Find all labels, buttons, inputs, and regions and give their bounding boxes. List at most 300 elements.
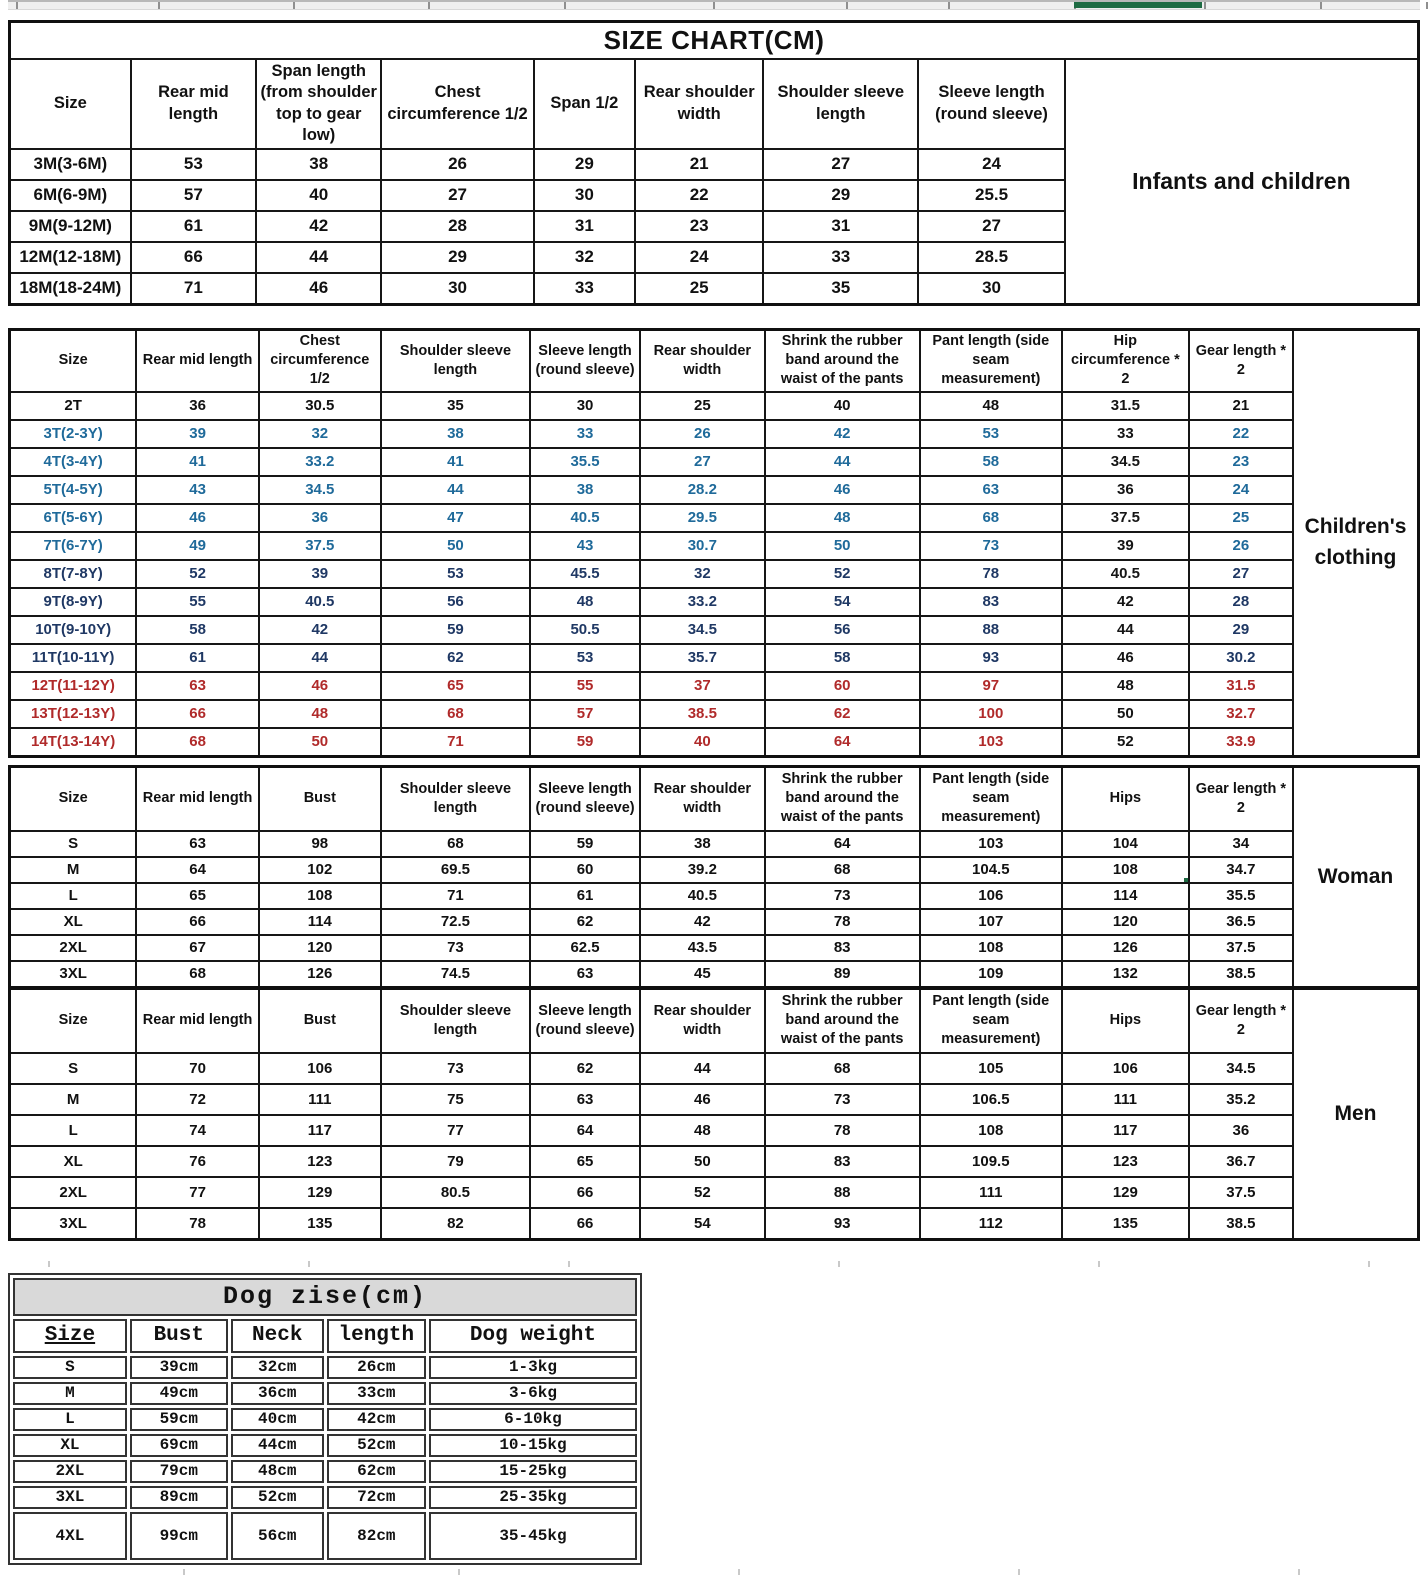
- header-row: [10, 766, 1419, 831]
- cell: 25-35kg: [429, 1486, 637, 1509]
- cell: 10-15kg: [429, 1434, 637, 1457]
- column-header: Shrink the rubber band around the waist of the pants: [765, 766, 920, 831]
- table-row: [13, 1512, 637, 1560]
- cell: 14T(13-14Y): [10, 728, 137, 757]
- cell: 21: [635, 149, 763, 180]
- cell: 11T(10-11Y): [10, 644, 137, 672]
- column-header: Chest circumference 1/2: [381, 59, 533, 149]
- cell: S: [13, 1356, 127, 1379]
- cell: 36.5: [1189, 909, 1293, 935]
- cell: 40.5: [1062, 560, 1189, 588]
- cell: 72.5: [381, 909, 530, 935]
- cell: 135: [259, 1208, 381, 1240]
- cell: 73: [381, 1053, 530, 1084]
- cell: 71: [131, 273, 256, 305]
- cell: 33: [534, 273, 635, 305]
- cell: 40.5: [259, 588, 381, 616]
- cell: 34.5: [1062, 448, 1189, 476]
- cell: 107: [920, 909, 1062, 935]
- column-header: Shoulder sleeve length: [381, 329, 530, 392]
- cell: 3XL: [10, 961, 137, 988]
- cell: 46: [256, 273, 381, 305]
- cell: 45: [640, 961, 765, 988]
- cell: 106: [920, 883, 1062, 909]
- cell: 30.2: [1189, 644, 1293, 672]
- cell: 120: [259, 935, 381, 961]
- cell: 34.5: [640, 616, 765, 644]
- cell: 40: [765, 392, 920, 420]
- cell: 77: [381, 1115, 530, 1146]
- section-label: Men: [1293, 988, 1418, 1239]
- cell: 48cm: [231, 1460, 324, 1483]
- cell: 31.5: [1062, 392, 1189, 420]
- column-header: Size: [13, 1319, 127, 1353]
- table-row: [10, 504, 1419, 532]
- cell: 88: [765, 1177, 920, 1208]
- men-size-table: [8, 987, 1420, 1241]
- table-row: [10, 644, 1419, 672]
- cell: 46: [259, 672, 381, 700]
- cell: 120: [1062, 909, 1189, 935]
- table-row: [10, 935, 1419, 961]
- cell: 29: [1189, 616, 1293, 644]
- cell: 50: [765, 532, 920, 560]
- column-header: Gear length * 2: [1189, 329, 1293, 392]
- cell: 126: [1062, 935, 1189, 961]
- column-header: Sleeve length (round sleeve): [530, 988, 640, 1053]
- cell: 7T(6-7Y): [10, 532, 137, 560]
- cell: 59: [381, 616, 530, 644]
- cell: 64: [765, 728, 920, 757]
- column-header: Pant length (side seam measurement): [920, 329, 1062, 392]
- table-row: [10, 616, 1419, 644]
- cell: XL: [10, 909, 137, 935]
- cell: 38.5: [640, 700, 765, 728]
- column-header: Span length (from shoulder top to gear low): [256, 59, 381, 149]
- cell: 30.7: [640, 532, 765, 560]
- cell: 88: [920, 616, 1062, 644]
- cell: 36cm: [231, 1382, 324, 1405]
- cell: 52: [765, 560, 920, 588]
- cell: 89cm: [130, 1486, 228, 1509]
- cell: 3T(2-3Y): [10, 420, 137, 448]
- cell: 82: [381, 1208, 530, 1240]
- cell: 78: [136, 1208, 259, 1240]
- column-header: Rear shoulder width: [640, 766, 765, 831]
- column-header: Sleeve length (round sleeve): [530, 766, 640, 831]
- column-header: Chest circumference 1/2: [259, 329, 381, 392]
- cell: 28: [1189, 588, 1293, 616]
- cell: 112: [920, 1208, 1062, 1240]
- cell: 33: [763, 242, 918, 273]
- cell: 77: [136, 1177, 259, 1208]
- cell: 27: [763, 149, 918, 180]
- cell: 33.2: [259, 448, 381, 476]
- cell: 41: [381, 448, 530, 476]
- table-row: [13, 1486, 637, 1509]
- header-row: [10, 59, 1419, 149]
- cell: 32cm: [231, 1356, 324, 1379]
- cell: 35.5: [1189, 883, 1293, 909]
- cell: 39: [259, 560, 381, 588]
- children-clothing-table: [8, 328, 1420, 758]
- cell: 97: [920, 672, 1062, 700]
- column-header: Shoulder sleeve length: [381, 766, 530, 831]
- cell: 28.5: [918, 242, 1065, 273]
- cell: 63: [920, 476, 1062, 504]
- cell: 61: [136, 644, 259, 672]
- cell: 38: [640, 831, 765, 857]
- column-header: Rear mid length: [136, 766, 259, 831]
- cell: XL: [13, 1434, 127, 1457]
- cell: 24: [918, 149, 1065, 180]
- cell: 62: [530, 909, 640, 935]
- cell: 49: [136, 532, 259, 560]
- cell: 104.5: [920, 857, 1062, 883]
- column-header: Size: [10, 329, 137, 392]
- cell: 44: [765, 448, 920, 476]
- cell: 36.7: [1189, 1146, 1293, 1177]
- cell: 12M(12-18M): [10, 242, 131, 273]
- cell: 56cm: [231, 1512, 324, 1560]
- column-header: Span 1/2: [534, 59, 635, 149]
- table-row: [10, 857, 1419, 883]
- cell: 38: [256, 149, 381, 180]
- cell: 10T(9-10Y): [10, 616, 137, 644]
- cell: 35: [763, 273, 918, 305]
- cell: 37.5: [259, 532, 381, 560]
- dog-size-table: [8, 1273, 642, 1565]
- section-label: Infants and children: [1065, 59, 1419, 304]
- table-row: [10, 476, 1419, 504]
- cell: 62.5: [530, 935, 640, 961]
- cell: 37.5: [1189, 935, 1293, 961]
- cell: 31: [534, 211, 635, 242]
- cell: 24: [1189, 476, 1293, 504]
- table-row: [10, 1053, 1419, 1084]
- cell: 36: [1062, 476, 1189, 504]
- cell: L: [10, 1115, 137, 1146]
- page-title: SIZE CHART(CM): [10, 22, 1419, 60]
- cell: 57: [530, 700, 640, 728]
- cell: 72cm: [327, 1486, 426, 1509]
- cell: L: [10, 883, 137, 909]
- cell: 104: [1062, 831, 1189, 857]
- woman-size-table: [8, 765, 1420, 989]
- cell: 13T(12-13Y): [10, 700, 137, 728]
- men-table-body: [10, 988, 1419, 1239]
- cell: 66: [136, 909, 259, 935]
- table-row: [10, 700, 1419, 728]
- table-row: [13, 1382, 637, 1405]
- cell: 89: [765, 961, 920, 988]
- cell: 68: [765, 1053, 920, 1084]
- cell: 48: [1062, 672, 1189, 700]
- cell: 62: [381, 644, 530, 672]
- cell: 31: [763, 211, 918, 242]
- cell: S: [10, 1053, 137, 1084]
- cell: 58: [136, 616, 259, 644]
- cell: 69cm: [130, 1434, 228, 1457]
- cell: 61: [131, 211, 256, 242]
- cell: 25: [1189, 504, 1293, 532]
- cell: 27: [918, 211, 1065, 242]
- column-header: Rear shoulder width: [640, 329, 765, 392]
- cell: 135: [1062, 1208, 1189, 1240]
- cell: 71: [381, 728, 530, 757]
- cell: 55: [136, 588, 259, 616]
- cell: 48: [765, 504, 920, 532]
- cell: 36: [259, 504, 381, 532]
- cell: 68: [136, 728, 259, 757]
- cell: 52cm: [231, 1486, 324, 1509]
- column-header: Rear mid length: [131, 59, 256, 149]
- cell: 70: [136, 1053, 259, 1084]
- cell: 83: [765, 1146, 920, 1177]
- cell: 69.5: [381, 857, 530, 883]
- cell: 59cm: [130, 1408, 228, 1431]
- cell: 129: [259, 1177, 381, 1208]
- cell: 106.5: [920, 1084, 1062, 1115]
- cell: 48: [530, 588, 640, 616]
- cell: 80.5: [381, 1177, 530, 1208]
- cell: 58: [920, 448, 1062, 476]
- cell: 36: [1189, 1115, 1293, 1146]
- column-header: Sleeve length (round sleeve): [530, 329, 640, 392]
- cell: 108: [920, 935, 1062, 961]
- table-row: [13, 1408, 637, 1431]
- cell: 48: [920, 392, 1062, 420]
- cell: 4XL: [13, 1512, 127, 1560]
- cell: 34: [1189, 831, 1293, 857]
- table-row: [10, 420, 1419, 448]
- cell: 66: [530, 1208, 640, 1240]
- cell: 44cm: [231, 1434, 324, 1457]
- cell: 32: [259, 420, 381, 448]
- cell: 43.5: [640, 935, 765, 961]
- cell: 21: [1189, 392, 1293, 420]
- cell: 59: [530, 831, 640, 857]
- cell: 30: [381, 273, 533, 305]
- section-label: Woman: [1293, 766, 1418, 987]
- table-row: [10, 1115, 1419, 1146]
- cell: 60: [765, 672, 920, 700]
- cell: 132: [1062, 961, 1189, 988]
- cell: 40cm: [231, 1408, 324, 1431]
- cell: 27: [381, 180, 533, 211]
- column-header: Gear length * 2: [1189, 766, 1293, 831]
- cell: 43: [530, 532, 640, 560]
- cell: 15-25kg: [429, 1460, 637, 1483]
- cell: 26: [640, 420, 765, 448]
- column-header: Rear mid length: [136, 988, 259, 1053]
- cell: 46: [640, 1084, 765, 1115]
- selected-cell: 108: [1062, 857, 1189, 883]
- cell: 45.5: [530, 560, 640, 588]
- cell: 66: [530, 1177, 640, 1208]
- cell: 43: [136, 476, 259, 504]
- cell: 39: [1062, 532, 1189, 560]
- cell: 25: [640, 392, 765, 420]
- header-row: [10, 988, 1419, 1053]
- cell: 26: [1189, 532, 1293, 560]
- column-header: Bust: [259, 988, 381, 1053]
- cell: 39cm: [130, 1356, 228, 1379]
- cell: 64: [765, 831, 920, 857]
- cell: 3XL: [13, 1486, 127, 1509]
- cell: 26cm: [327, 1356, 426, 1379]
- cell: 106: [1062, 1053, 1189, 1084]
- cell: 44: [381, 476, 530, 504]
- cell: 3XL: [10, 1208, 137, 1240]
- cell: 38: [530, 476, 640, 504]
- column-header: Shrink the rubber band around the waist of the pants: [765, 329, 920, 392]
- cell: 28.2: [640, 476, 765, 504]
- cell: 65: [530, 1146, 640, 1177]
- cell: 9M(9-12M): [10, 211, 131, 242]
- cell: 74.5: [381, 961, 530, 988]
- cell: 109: [920, 961, 1062, 988]
- infants-table-body: [10, 22, 1419, 305]
- header-row: [10, 329, 1419, 392]
- cell: 29.5: [640, 504, 765, 532]
- cell: 39.2: [640, 857, 765, 883]
- table-row: [10, 588, 1419, 616]
- cell: 63: [136, 831, 259, 857]
- cell: 66: [131, 242, 256, 273]
- cell: 5T(4-5Y): [10, 476, 137, 504]
- cell: 28: [381, 211, 533, 242]
- column-header: Size: [10, 59, 131, 149]
- cell: M: [10, 1084, 137, 1115]
- cell: 72: [136, 1084, 259, 1115]
- cell: 114: [1062, 883, 1189, 909]
- cell: 76: [136, 1146, 259, 1177]
- cell: 53: [381, 560, 530, 588]
- cell: 65: [136, 883, 259, 909]
- cell: 79cm: [130, 1460, 228, 1483]
- cell: 2XL: [13, 1460, 127, 1483]
- cell: 75: [381, 1084, 530, 1115]
- cell: 35.5: [530, 448, 640, 476]
- cell: 8T(7-8Y): [10, 560, 137, 588]
- section-label: Children's clothing: [1293, 329, 1418, 756]
- cell: 6T(5-6Y): [10, 504, 137, 532]
- cell: 68: [381, 831, 530, 857]
- cell: 123: [259, 1146, 381, 1177]
- cell: 64: [136, 857, 259, 883]
- cell: 74: [136, 1115, 259, 1146]
- cell: 50: [1062, 700, 1189, 728]
- cell: 40: [256, 180, 381, 211]
- cell: 114: [259, 909, 381, 935]
- cell: 58: [765, 644, 920, 672]
- column-header: Rear shoulder width: [635, 59, 763, 149]
- cell: 4T(3-4Y): [10, 448, 137, 476]
- column-header: Pant length (side seam measurement): [920, 766, 1062, 831]
- cell: 56: [765, 616, 920, 644]
- cell: 67: [136, 935, 259, 961]
- cell: 53: [131, 149, 256, 180]
- cell: 62cm: [327, 1460, 426, 1483]
- cell: 35-45kg: [429, 1512, 637, 1560]
- cell: 3-6kg: [429, 1382, 637, 1405]
- cell: XL: [10, 1146, 137, 1177]
- cell: 32.7: [1189, 700, 1293, 728]
- cell: 99cm: [130, 1512, 228, 1560]
- cell: 26: [381, 149, 533, 180]
- cell: 52: [136, 560, 259, 588]
- cell: 50: [381, 532, 530, 560]
- cell: 44: [640, 1053, 765, 1084]
- cell: 30: [534, 180, 635, 211]
- table-row: [10, 728, 1419, 757]
- cell: 27: [640, 448, 765, 476]
- column-header: Size: [10, 766, 137, 831]
- cell: 111: [259, 1084, 381, 1115]
- column-header: Rear mid length: [136, 329, 259, 392]
- cell: 49cm: [130, 1382, 228, 1405]
- cell: 79: [381, 1146, 530, 1177]
- woman-table-body: [10, 766, 1419, 987]
- cell: 106: [259, 1053, 381, 1084]
- cell: 68: [920, 504, 1062, 532]
- cell: 34.5: [259, 476, 381, 504]
- table-row: [10, 392, 1419, 420]
- title-row: [10, 22, 1419, 60]
- cell: 30: [918, 273, 1065, 305]
- cell: 62: [530, 1053, 640, 1084]
- cell: 37: [640, 672, 765, 700]
- cell: 2XL: [10, 935, 137, 961]
- cell: 35: [381, 392, 530, 420]
- cell: 18M(18-24M): [10, 273, 131, 305]
- table-row: [13, 1460, 637, 1483]
- table-row: [10, 1146, 1419, 1177]
- cell: 126: [259, 961, 381, 988]
- cell: 22: [635, 180, 763, 211]
- cell: 29: [763, 180, 918, 211]
- cell: 32: [640, 560, 765, 588]
- column-header: Neck: [231, 1319, 324, 1353]
- cell: 44: [1062, 616, 1189, 644]
- cell: 50: [640, 1146, 765, 1177]
- table-row: [10, 883, 1419, 909]
- cell: 34.5: [1189, 1053, 1293, 1084]
- cell: 117: [259, 1115, 381, 1146]
- cell: 123: [1062, 1146, 1189, 1177]
- cell: 42: [765, 420, 920, 448]
- cell: 48: [640, 1115, 765, 1146]
- cell: 54: [765, 588, 920, 616]
- cell: 57: [131, 180, 256, 211]
- table-row: [13, 1356, 637, 1379]
- cell: 73: [920, 532, 1062, 560]
- column-header: Size: [10, 988, 137, 1053]
- table-row: [10, 1084, 1419, 1115]
- cell: 35.2: [1189, 1084, 1293, 1115]
- cell: 98: [259, 831, 381, 857]
- cell: 42: [640, 909, 765, 935]
- cell: 3M(3-6M): [10, 149, 131, 180]
- cell: 78: [920, 560, 1062, 588]
- cell: 42cm: [327, 1408, 426, 1431]
- cell: 61: [530, 883, 640, 909]
- cell: 68: [381, 700, 530, 728]
- cell: 24: [635, 242, 763, 273]
- cell: 65: [381, 672, 530, 700]
- cell: 108: [259, 883, 381, 909]
